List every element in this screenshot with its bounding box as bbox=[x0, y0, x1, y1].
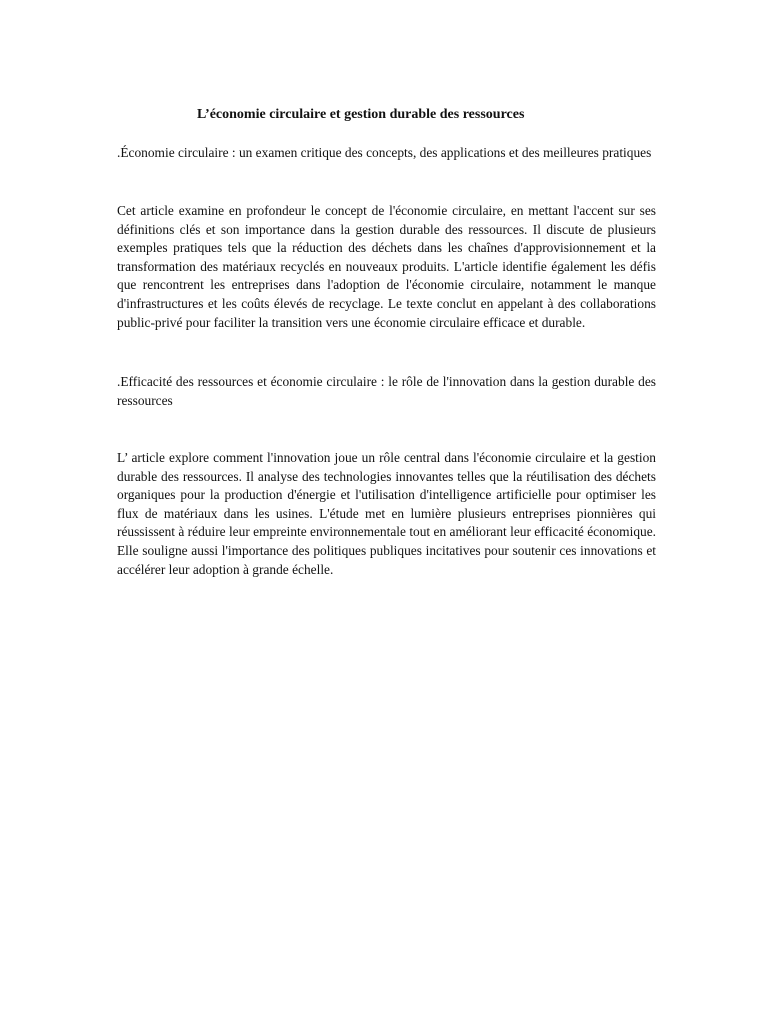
section-2-heading: .Efficacité des ressources et économie circulaire : le rôle de l'innovation dans la gestion durable des ressources bbox=[117, 374, 656, 408]
section-1-body: Cet article examine en profondeur le concept de l'économie circulaire, en mettant l'accent sur ses définitions clés et son importance dans la gestion durable des ressources. Il discute de plusieurs exemples pratiques tels que la réduction des déchets dans les chaînes d'approvisionnement et la transformation des matériaux recyclés en nouveaux produits. L'article identifie également les défis que rencontrent les entreprises dans l'adoption de l'économie circulaire, notamment le manque d'infrastructures et les coûts élevés de recyclage. Le texte conclut en appelant à des collaborations public-privé pour faciliter la transition vers une économie circulaire efficace et durable. bbox=[117, 203, 656, 330]
document-title: L’économie circulaire et gestion durable des ressources bbox=[197, 107, 525, 122]
section-2-body: L’ article explore comment l'innovation joue un rôle central dans l'économie circulaire et la gestion durable des ressources. Il analyse des technologies innovantes telles que la réutilisation des déchets organiques pour la production d'énergie et l'utilisation d'intelligence artificielle pour optimiser les flux de matériaux dans les usines. L'étude met en lumière plusieurs entreprises pionnières qui réussissent à réduire leur empreinte environnementale tout en améliorant leur efficacité économique. Elle souligne aussi l'importance des politiques publiques incitatives pour soutenir ces innovations et accélérer leur adoption à grande échelle. bbox=[117, 450, 656, 577]
section-1-heading: .Économie circulaire : un examen critique des concepts, des applications et des meilleures pratiques bbox=[117, 145, 652, 160]
